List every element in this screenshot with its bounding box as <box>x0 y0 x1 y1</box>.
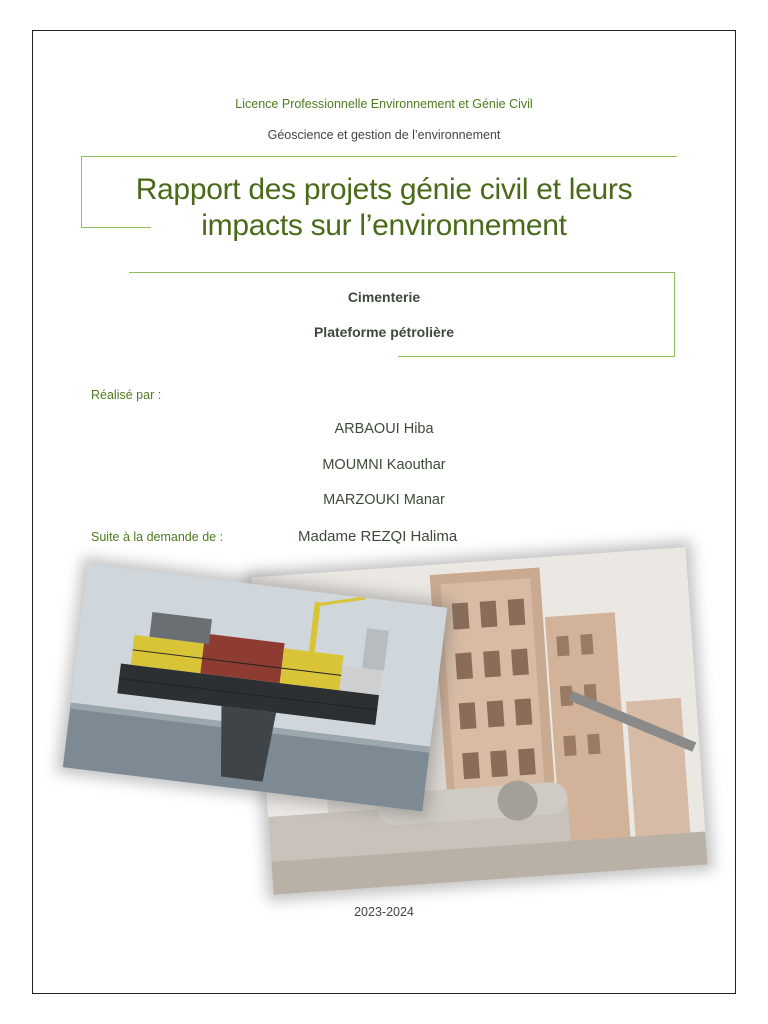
author-name: MARZOUKI Manar <box>323 492 445 508</box>
supervisor-name: Madame REZQI Halima <box>298 528 458 545</box>
oil-platform-photo <box>63 564 447 812</box>
oil-platform-illustration <box>63 564 447 812</box>
title-frame-left <box>81 156 82 228</box>
program-line: Géoscience et gestion de l’environnement <box>267 128 501 142</box>
author-name: MOUMNI Kaouthar <box>322 457 446 473</box>
license-line: Licence Professionnelle Environnement et Génie Civil <box>235 97 533 111</box>
authors-label: Réalisé par : <box>91 388 162 402</box>
topics-frame-bottom <box>398 356 675 357</box>
topic-oil-platform: Plateforme pétrolière <box>313 324 455 340</box>
topics-frame-right <box>674 272 675 357</box>
title-frame-top <box>81 156 677 157</box>
academic-year: 2023-2024 <box>354 905 414 919</box>
topic-cement-plant: Cimenterie <box>347 289 421 305</box>
request-label: Suite à la demande de : <box>91 530 224 544</box>
author-name: ARBAOUI Hiba <box>334 421 434 437</box>
report-title-line-2: impacts sur l’environnement <box>201 209 567 242</box>
topics-frame-top <box>129 272 675 273</box>
report-title <box>90 172 678 244</box>
report-title-line-1: Rapport des projets génie civil et leurs <box>135 173 633 206</box>
